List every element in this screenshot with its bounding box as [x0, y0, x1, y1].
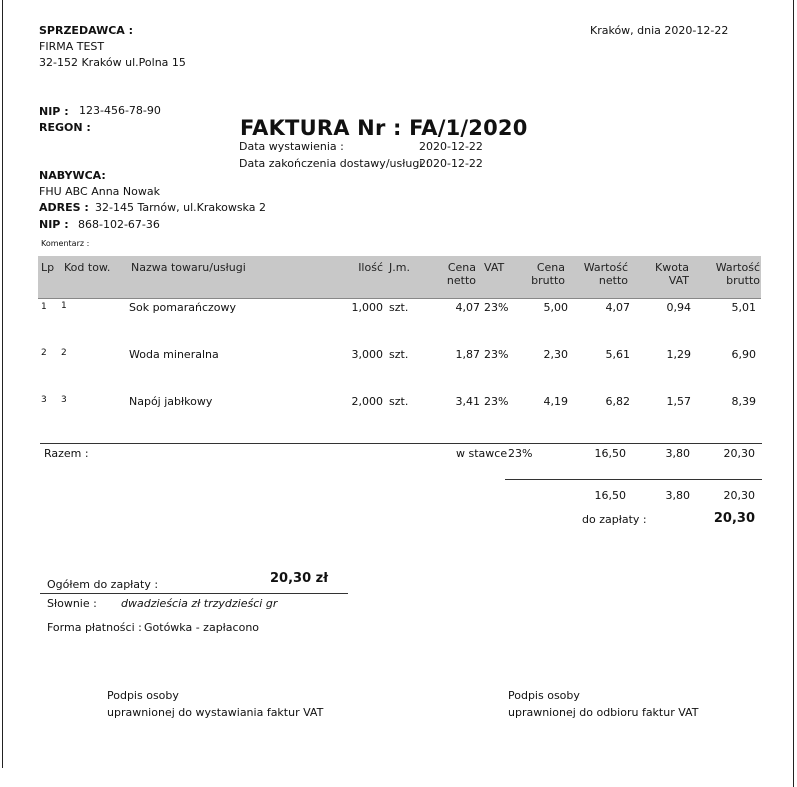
cell-price-net: 1,87 — [455, 348, 480, 361]
summary-divider — [40, 443, 762, 444]
to-pay-value: 20,30 — [713, 511, 755, 526]
th-lp: Lp — [41, 261, 55, 274]
cell-vat-amount: 1,29 — [666, 348, 691, 361]
total-net: 16,50 — [594, 489, 626, 502]
total-vat: 3,80 — [665, 489, 690, 502]
th-price-gross-1: Cena — [536, 261, 565, 274]
cell-price-gross: 4,19 — [543, 395, 568, 408]
issue-date-label: Data wystawienia : — [239, 140, 344, 153]
th-vat-amount-2: VAT — [668, 274, 689, 287]
totals-divider — [505, 479, 762, 480]
delivery-date: 2020-12-22 — [419, 157, 483, 170]
cell-value-net: 5,61 — [605, 348, 630, 361]
cell-lp: 2 — [41, 348, 47, 358]
seller-nip: 123-456-78-90 — [79, 104, 161, 117]
cell-vat-amount: 1,57 — [666, 395, 691, 408]
cell-qty: 1,000 — [351, 301, 383, 314]
cell-name: Woda mineralna — [129, 348, 219, 361]
th-price-net-1: Cena — [447, 261, 476, 274]
comment-label: Komentarz : — [41, 239, 90, 248]
payment-divider — [40, 593, 348, 594]
cell-value-net: 6,82 — [605, 395, 630, 408]
total-gross: 20,30 — [723, 489, 755, 502]
payment-method-label: Forma płatności : — [47, 621, 142, 634]
th-value-gross-1: Wartość — [715, 261, 760, 274]
th-name: Nazwa towaru/usługi — [131, 261, 246, 274]
cell-vat: 23% — [484, 301, 509, 314]
razem-label: Razem : — [44, 447, 89, 460]
cell-price-gross: 5,00 — [543, 301, 568, 314]
total-to-pay-value: 20,30 zł — [270, 571, 329, 586]
th-code: Kod tow. — [64, 261, 111, 274]
cell-price-gross: 2,30 — [543, 348, 568, 361]
th-value-net-1: Wartość — [583, 261, 628, 274]
th-price-net-2: netto — [446, 274, 476, 287]
cell-code: 1 — [61, 301, 67, 311]
total-to-pay-label: Ogółem do zapłaty : — [47, 578, 159, 591]
cell-qty: 3,000 — [351, 348, 383, 361]
th-unit: J.m. — [389, 261, 410, 274]
seller-name: FIRMA TEST — [39, 40, 105, 53]
buyer-nip-label: NIP : — [39, 218, 69, 231]
cell-code: 2 — [61, 348, 67, 358]
invoice-title: FAKTURA Nr : FA/1/2020 — [240, 116, 528, 140]
cell-value-gross: 5,01 — [731, 301, 756, 314]
receiver-signature-line1: Podpis osoby — [508, 689, 580, 702]
issue-date: 2020-12-22 — [419, 140, 483, 153]
cell-unit: szt. — [389, 348, 409, 361]
payment-method: Gotówka - zapłacono — [144, 621, 260, 634]
page-border-left — [2, 0, 3, 768]
words-label: Słownie : — [47, 597, 97, 610]
seller-label: SPRZEDAWCA : — [39, 24, 134, 37]
seller-address: 32-152 Kraków ul.Polna 15 — [39, 56, 186, 69]
cell-lp: 3 — [41, 395, 47, 405]
cell-value-net: 4,07 — [605, 301, 630, 314]
th-price-gross-2: brutto — [531, 274, 565, 287]
seller-regon-label: REGON : — [39, 121, 91, 134]
cell-name: Sok pomarańczowy — [129, 301, 237, 314]
cell-vat: 23% — [484, 395, 509, 408]
cell-unit: szt. — [389, 395, 409, 408]
cell-price-net: 4,07 — [455, 301, 480, 314]
buyer-address-label: ADRES : — [39, 201, 89, 214]
cell-code: 3 — [61, 395, 67, 405]
cell-lp: 1 — [41, 302, 47, 312]
rate-label: w stawce — [456, 447, 508, 460]
cell-name: Napój jabłkowy — [129, 395, 213, 408]
buyer-label: NABYWCA: — [39, 169, 106, 182]
receiver-signature-line2: uprawnionej do odbioru faktur VAT — [508, 706, 699, 719]
cell-value-gross: 6,90 — [731, 348, 756, 361]
page-border-right — [793, 0, 794, 787]
buyer-name: FHU ABC Anna Nowak — [39, 185, 160, 198]
issuer-signature-line1: Podpis osoby — [107, 689, 179, 702]
cell-vat-amount: 0,94 — [666, 301, 691, 314]
amount-in-words: dwadzieścia zł trzydzieści gr — [121, 597, 278, 610]
cell-vat: 23% — [484, 348, 509, 361]
seller-nip-label: NIP : — [39, 105, 69, 118]
rate-net: 16,50 — [594, 447, 626, 460]
th-value-net-2: netto — [598, 274, 628, 287]
cell-unit: szt. — [389, 301, 409, 314]
rate-value: 23% — [508, 447, 533, 460]
th-value-gross-2: brutto — [726, 274, 760, 287]
th-qty: Ilość — [358, 261, 383, 274]
issuer-signature-line2: uprawnionej do wystawiania faktur VAT — [107, 706, 324, 719]
rate-gross: 20,30 — [723, 447, 755, 460]
buyer-address: 32-145 Tarnów, ul.Krakowska 2 — [95, 201, 266, 214]
th-vat-amount-1: Kwota — [655, 261, 689, 274]
cell-price-net: 3,41 — [455, 395, 480, 408]
rate-vat: 3,80 — [665, 447, 690, 460]
th-vat: VAT — [484, 261, 505, 274]
cell-value-gross: 8,39 — [731, 395, 756, 408]
delivery-date-label: Data zakończenia dostawy/usługi : — [239, 157, 430, 170]
buyer-nip: 868-102-67-36 — [78, 218, 160, 231]
place-date: Kraków, dnia 2020-12-22 — [590, 24, 729, 37]
to-pay-label: do zapłaty : — [582, 513, 647, 526]
cell-qty: 2,000 — [351, 395, 383, 408]
